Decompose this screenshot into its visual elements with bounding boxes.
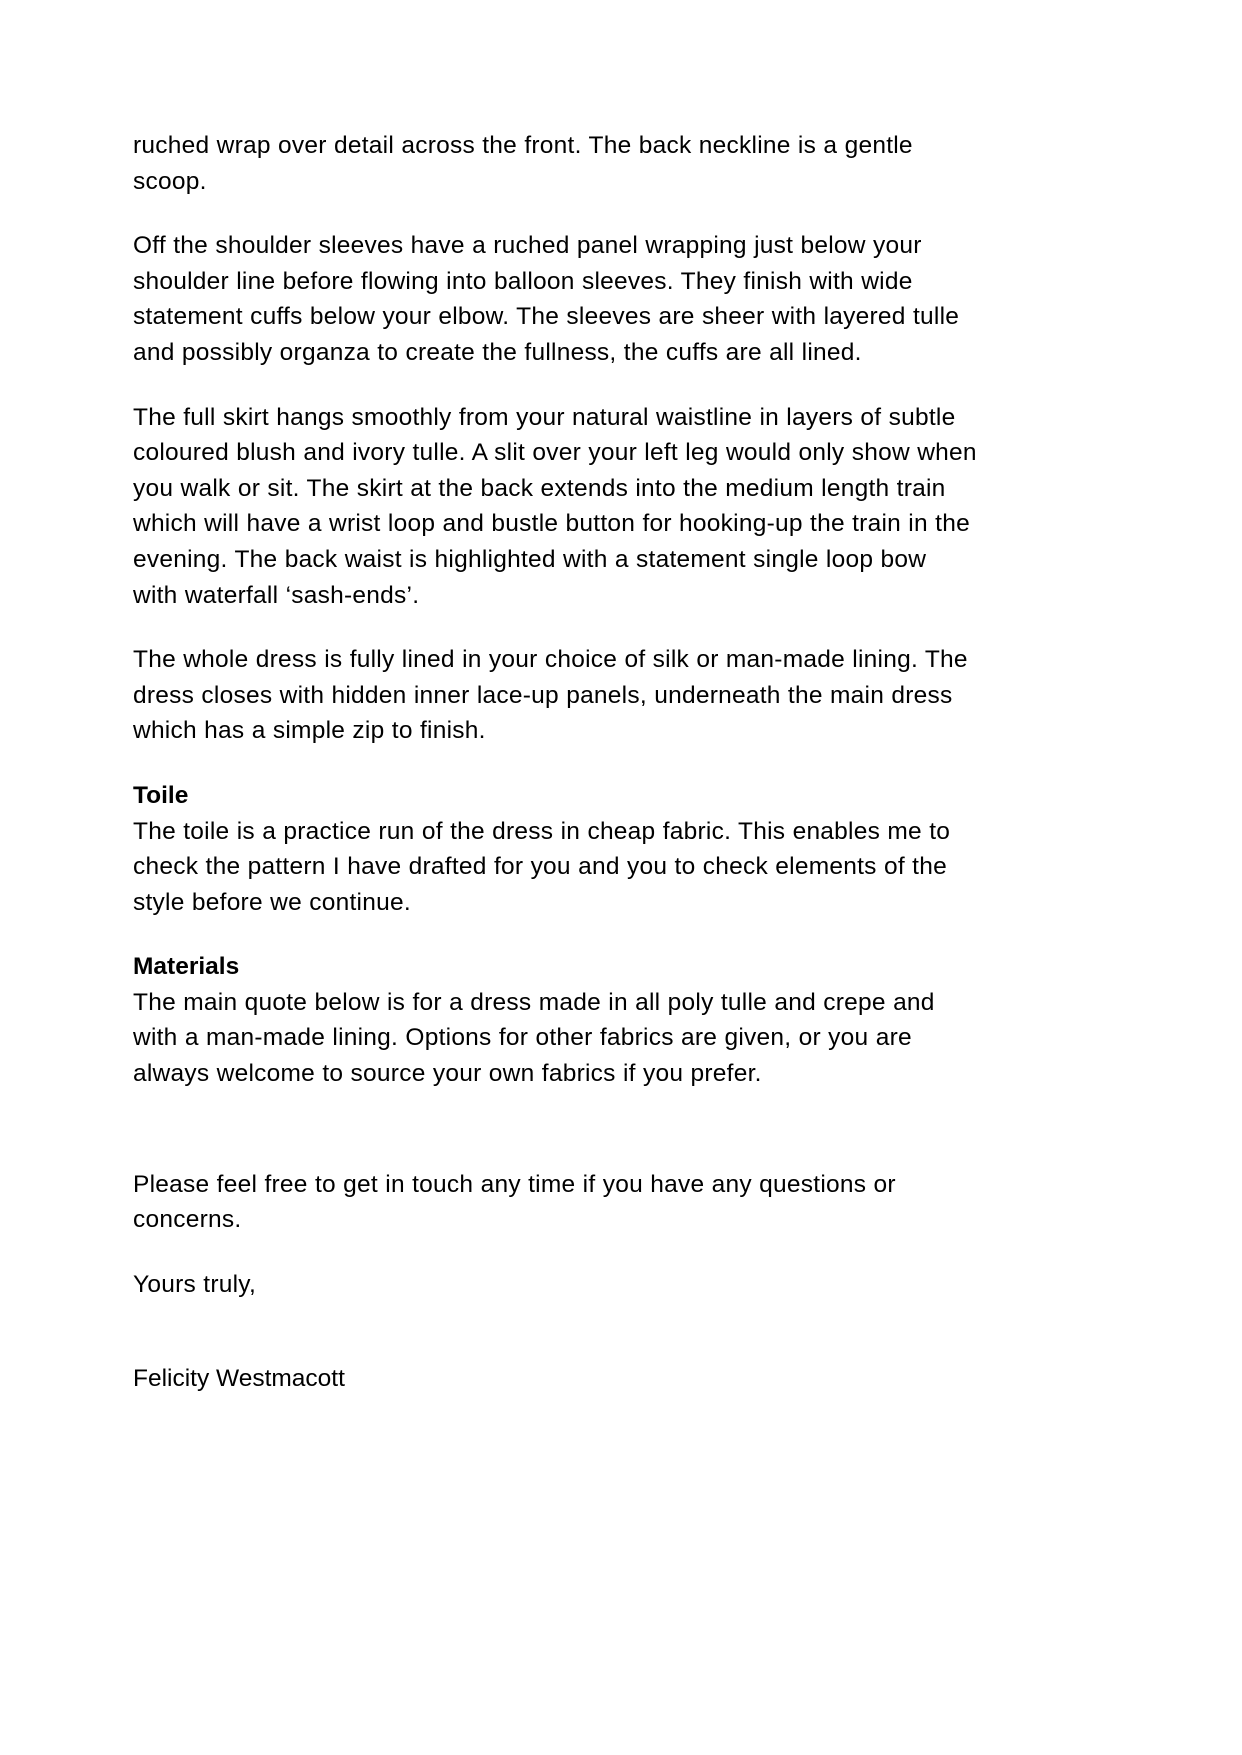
closing-invitation: Please feel free to get in touch any time if you have any questions or concerns. bbox=[133, 1170, 896, 1234]
closing-sign-off: Yours truly, bbox=[133, 1270, 257, 1298]
section-heading-toile: Toile bbox=[133, 781, 189, 809]
paragraph-skirt: The full skirt hangs smoothly from your natural waistline in layers of subtle coloured blush and ivory tulle. A slit over your left leg would only show when you walk or sit. The skirt at the back extends into the medium length train which will have a wrist loop and bustle button for hooking-up the train in the evening. The back waist is highlighted with a statement single loop bow with waterfall ‘sash-ends’. bbox=[133, 403, 977, 609]
paragraph-sleeves: Off the shoulder sleeves have a ruched panel wrapping just below your shoulder line before flowing into balloon sleeves. They finish with wide statement cuffs below your elbow. The sleeves are sheer with layered tulle and possibly organza to create the fullness, the cuffs are all lined. bbox=[133, 232, 960, 366]
document-body bbox=[133, 128, 978, 1397]
paragraph-lining: The whole dress is fully lined in your choice of silk or man-made lining. The dress closes with hidden inner lace-up panels, underneath the main dress which has a simple zip to finish. bbox=[133, 646, 968, 745]
section-body-materials: The main quote below is for a dress made in all poly tulle and crepe and with a man-made lining. Options for other fabrics are given, or you are always welcome to source your own fabrics if you prefer. bbox=[133, 988, 935, 1088]
section-toile bbox=[133, 778, 978, 920]
paragraph-neckline: ruched wrap over detail across the front. The back neckline is a gentle scoop. bbox=[133, 132, 913, 195]
signature-spacer bbox=[133, 1331, 978, 1361]
section-heading-materials: Materials bbox=[133, 953, 240, 981]
section-body-toile: The toile is a practice run of the dress in cheap fabric. This enables me to check the pattern I have drafted for you and you to check elements of the style before we continue. bbox=[133, 817, 951, 916]
closing-spacer bbox=[133, 1121, 978, 1167]
section-materials bbox=[133, 949, 978, 1091]
signature-name: Felicity Westmacott bbox=[133, 1365, 345, 1393]
